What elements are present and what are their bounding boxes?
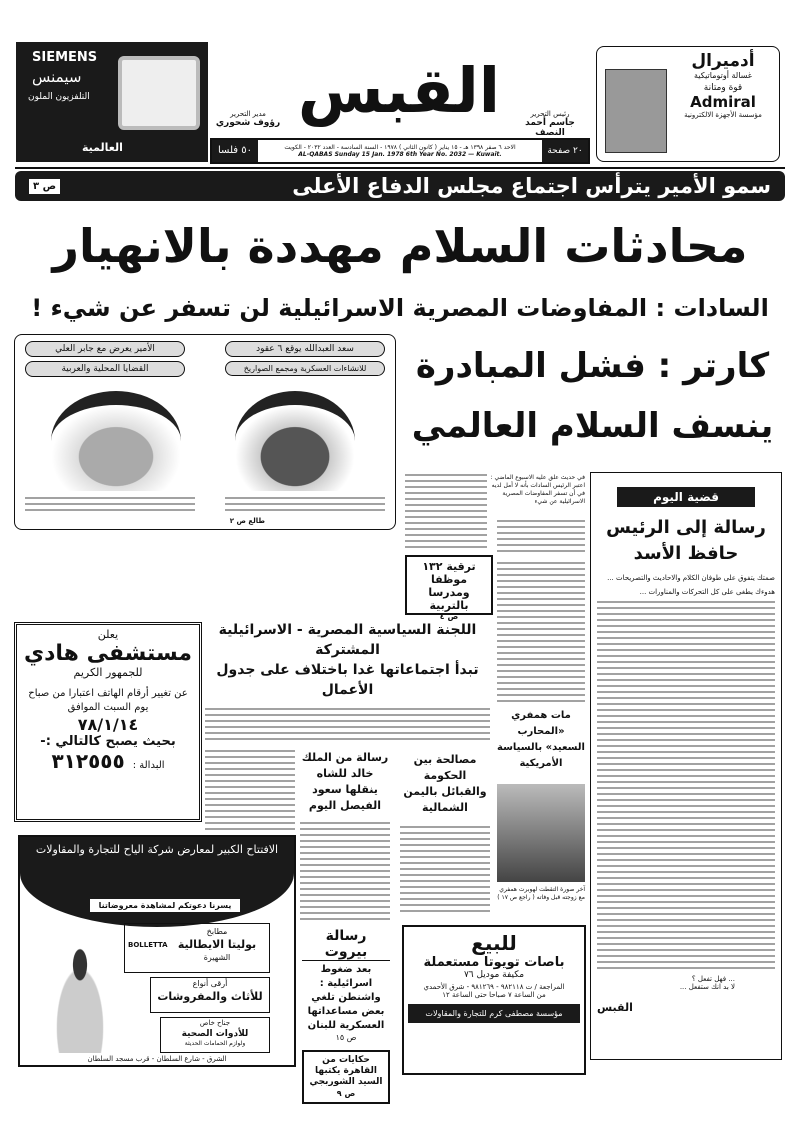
editor-in-chief	[510, 110, 590, 138]
editor-in-chief-name: جاسم أحمد النصف	[525, 118, 575, 138]
bolletta-panel	[124, 923, 270, 973]
issue-closing-2: لا بد انك ستفعل ...	[679, 983, 735, 991]
main-headline: محادثات السلام مهددة بالانهيار	[52, 219, 748, 273]
died-headline: مات همفري «المحارب السعيد» بالسياسة الأمريكية	[497, 710, 585, 769]
committee-body-2	[205, 750, 295, 830]
siemens-brand: SIEMENS	[32, 50, 98, 65]
issue-title-2: حافظ الأسد	[633, 543, 739, 564]
photo-caption-text-left	[25, 497, 195, 513]
see-page-link[interactable]: طالع ص ٢	[229, 517, 265, 525]
date-english: AL-QABAS Sunday 15 Jan. 1978 6th Year No. 2032 — Kuwait.	[298, 151, 502, 158]
caption-left-2: القضايا المحلية والعربية	[25, 361, 185, 377]
hospital-phone	[20, 749, 196, 773]
masthead-rule	[15, 167, 785, 169]
sub-headline: السادات : المفاوضات المصرية الاسرائيلية لن تسفر عن شيء !	[31, 294, 769, 322]
siemens-dealer: العالمية	[82, 141, 123, 154]
editor-in-chief-label: رئيس التحرير	[530, 110, 570, 118]
admiral-brand-ar: أدميرال	[691, 51, 755, 71]
issue-p2: هدوءك يطغى على كل التحركات والمناورات ...	[639, 588, 775, 596]
dateline	[258, 144, 542, 158]
page-count: ٢٠ صفحة	[542, 140, 588, 162]
siemens-tagline: التلفزيون الملون	[28, 92, 90, 102]
furniture-panel	[150, 977, 270, 1013]
siemens-ad	[16, 42, 208, 162]
exhibition-header	[20, 837, 294, 927]
caption-right-1: سعد العبدالله يوقع ٦ عقود	[225, 341, 385, 357]
bolletta-logo: BOLLETTA	[128, 941, 168, 949]
cairo-title: حكايات من القاهرة يكتبها السيد الشوربجي	[309, 1055, 383, 1087]
item2-name: للأثاث والمفروشات	[157, 990, 263, 1003]
for-sale-company: مؤسسة مصطفى كرم للتجارة والمقاولات	[408, 1004, 580, 1023]
date-arabic: الاحد ٦ صفر ١٣٩٨ هـ - ١٥ يناير ( كانون الثاني ) ١٩٧٨ - السنة السادسة - العدد ٢٠٣٢ - الكويت	[284, 144, 516, 151]
promotion-box	[405, 555, 493, 621]
carter-lead: في حديث علق عليه الاسبوع الماضي : اعتبر الرئيس السادات بأنه لا أمل لديه في أن تسفر المفاوضات المصرية الاسرائيلية عن شيء	[490, 474, 585, 505]
hospital-body: عن تغيير أرقام الهاتف اعتبارا من صباح يوم السبت الموافق	[28, 688, 188, 713]
bride-groom-illustration	[40, 927, 120, 1053]
beirut-title: رسالة بيروت	[302, 928, 390, 961]
photo-box	[14, 334, 396, 530]
managing-editor-name: رؤوف شحوري	[215, 118, 281, 128]
banner-text: سمو الأمير يترأس اجتماع مجلس الدفاع الأعلى	[292, 174, 771, 198]
committee-body-3	[300, 822, 390, 922]
item2-label: أرقى أنواع	[192, 979, 228, 988]
admiral-text	[673, 51, 773, 119]
item1-label: مطابخ	[206, 927, 228, 936]
committee-line1: اللجنة السياسية المصرية - الاسرائيلية المشتركة	[218, 622, 477, 658]
for-sale-model: مكيفة موديل ٧٦	[463, 970, 525, 980]
for-sale-hours: من الساعة ٧ صباحا حتى الساعة ١٢	[442, 991, 546, 999]
item3-sub: ولوازم الحمامات الحديثة	[184, 1040, 246, 1047]
admiral-brand: Admiral	[690, 93, 756, 111]
date-strip	[210, 138, 590, 164]
issue-title-1: رسالة إلى الرئيس	[606, 517, 766, 538]
item3-label: جناح خاص	[199, 1019, 231, 1027]
managing-editor-label: مدير التحرير	[230, 110, 266, 118]
exhibition-invite: يسرنا دعوتكم لمشاهدة معروضاتنا	[90, 899, 240, 912]
for-sale-contact: المراجعة / ت ٩٨٢١١٨ - ٩٨١٢٦٩ - شرق الأحمدي	[423, 983, 565, 991]
cairo-page: ص ٩	[336, 1089, 356, 1098]
for-sale-title: للبيع	[471, 931, 517, 955]
hospital-to-public: للجمهور الكريم	[73, 666, 143, 679]
exhibition-header-text: الافتتاح الكبير لمعارض شركة الياح للتجارة والمقاولات	[35, 843, 279, 856]
hospital-name: مستشفى هادي	[23, 641, 193, 666]
carter-body-2	[497, 520, 585, 556]
humphrey-caption: آخر صورة التقطت لهوبرت همفري مع زوجته قبل وفاته ( راجع ص ١٧ )	[497, 886, 585, 901]
exhibition-ad	[18, 835, 296, 1067]
admiral-product: غسالة أوتوماتيكية	[694, 71, 752, 80]
top-banner	[15, 171, 785, 201]
cairo-box	[302, 1050, 390, 1104]
item1-name: بوليتا الايطالية	[177, 938, 257, 951]
issue-closing-1: ... فهل تفعل ؟	[691, 975, 735, 983]
tv-image	[118, 56, 200, 130]
item1-sub: الشهيرة	[203, 953, 231, 962]
portrait-saad	[235, 391, 355, 491]
for-sale-ad	[402, 925, 586, 1075]
washer-image	[605, 69, 667, 153]
banner-page: ص ٣	[29, 179, 60, 194]
carter-headline-line2: ينسف السلام العالمي	[411, 406, 774, 446]
carter-body	[405, 474, 487, 550]
photo-caption-text	[225, 497, 385, 515]
humphrey-photo	[497, 784, 585, 882]
promotion-title: ترقية ١٣٢ موظفا ومدرسا بالتربية	[422, 560, 476, 612]
hospital-becomes: بحيث يصبح كالتالي :-	[40, 734, 176, 749]
hospital-date: ٧٨/١/١٤	[77, 715, 139, 734]
issue-p1: صمتك يتفوق على طوفان الكلام والاحاديث والتصريحات ...	[607, 574, 775, 582]
admiral-dealer: مؤسسة الأجهزة الالكترونية	[684, 111, 762, 119]
siemens-brand-ar: سيمنس	[32, 68, 82, 86]
for-sale-item: باصات تويوتا مستعملة	[423, 955, 565, 970]
carter-headline-line1: كارتر : فشل المبادرة	[415, 346, 770, 386]
committee-line2: تبدأ اجتماعاتها غدا باختلاف على جدول الأعمال	[216, 662, 479, 698]
managing-editor	[212, 110, 284, 128]
issue-label: قضية اليوم	[617, 487, 755, 507]
caption-right-2: للانشاءات العسكرية ومجمع الصواريخ	[225, 361, 385, 376]
issue-of-day-box	[590, 472, 782, 1060]
item3-name: للأدوات الصحية	[181, 1029, 249, 1039]
hospital-announces: يعلن	[97, 628, 119, 641]
switchboard-label: البدالة :	[132, 760, 165, 771]
price: ٥٠ فلسا	[212, 140, 258, 162]
issue-body	[597, 601, 775, 971]
issue-signature: القبس	[597, 1001, 633, 1014]
yemen-body	[400, 826, 490, 916]
committee-headline	[205, 620, 490, 700]
promotion-page: ص ٤	[439, 612, 459, 621]
committee-body	[205, 708, 490, 744]
admiral-ad	[596, 46, 780, 162]
beirut-section	[302, 928, 390, 1042]
beirut-body: بعد ضغوط اسرائيلية : واشنطن تلغي بعض مساعداتها العسكرية للبنان	[307, 964, 385, 1031]
switchboard-number: ٣١٢٥٥٥	[51, 749, 125, 773]
caption-left-1: الأمير يعرض مع جابر العلي	[25, 341, 185, 357]
king-letter-headline: رسالة من الملك خالد للشاه ينقلها سعود الفيصل اليوم	[301, 751, 389, 812]
exhibition-address: الشرق - شارع السلطان - قرب مسجد السلطان	[87, 1055, 227, 1063]
sanitary-panel	[160, 1017, 270, 1053]
newspaper-logo: القبس	[297, 54, 500, 127]
carter-body-3	[497, 562, 585, 702]
portrait-jaber	[51, 391, 181, 491]
beirut-page: ص ١٥	[335, 1033, 357, 1042]
yemen-headline: مصالحة بين الحكومة والقبائل باليمن الشمالية	[403, 753, 487, 814]
admiral-tagline: قوة ومتانة	[703, 83, 743, 93]
carter-headline	[400, 336, 785, 456]
hospital-ad	[14, 622, 202, 822]
